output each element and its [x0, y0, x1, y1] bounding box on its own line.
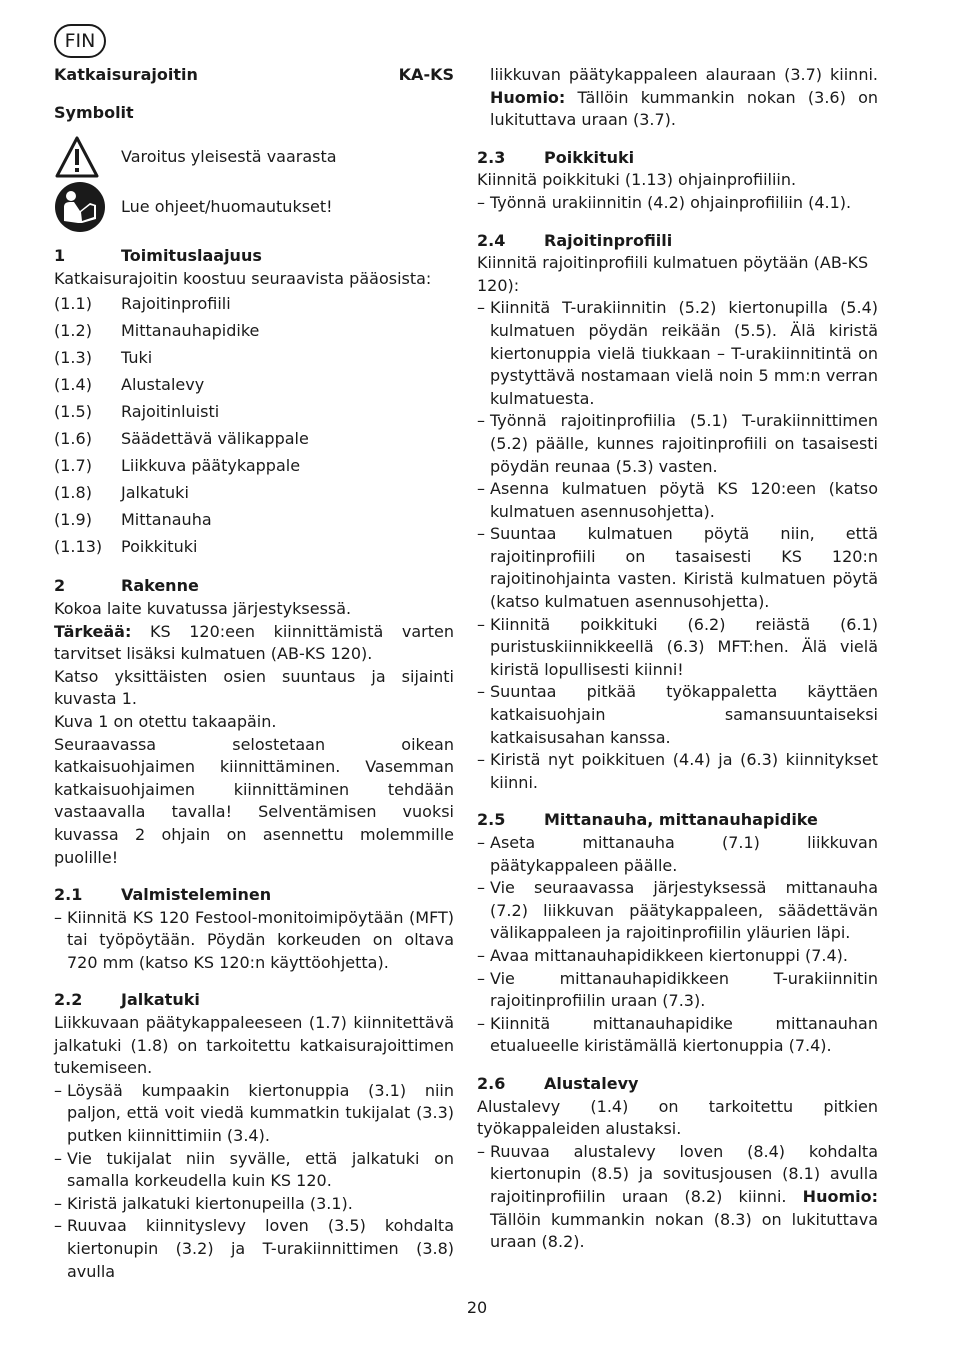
document-title: Katkaisurajoitin: [54, 65, 198, 84]
manual-symbol-text: Lue ohjeet/huomautukset!: [121, 196, 333, 216]
list-item: – Kiinnitä T-urakiinnitin (5.2) kiertonupilla (5.4) kulmatuen pöydän reikään (5.5). Älä kiristä kiertonuppia vielä tiukkaan – T-urakiinnitintä on pystyttävä nostamaan vielä noin 5 mm:n verran kulmatuesta.: [477, 297, 878, 410]
list-item: – Kiinnitä poikkituki (6.2) reiästä (6.1) puristuskiinnikkeellä (6.3) MFT:hen. Älä vielä kiristä lopullisesti kiinni!: [477, 614, 878, 682]
parts-list-item: (1.4) Alustalevy: [54, 375, 205, 395]
parts-list-item: (1.6) Säädettävä välikappale: [54, 429, 309, 449]
list-item: – Avaa mittanauhapidikkeen kiertonuppi (7.4).: [477, 945, 878, 968]
page-number: 20: [466, 1298, 488, 1317]
section-2-3-heading: 2.3 Poikkituki: [477, 147, 635, 167]
parts-list-item: (1.1) Rajoitinprofiili: [54, 294, 231, 314]
section-2-5-list: [477, 832, 878, 1058]
parts-list-item: (1.5) Rajoitinluisti: [54, 402, 220, 422]
parts-list-item: (1.8) Jalkatuki: [54, 483, 189, 503]
read-manual-icon: [54, 184, 108, 230]
section-2-4-heading: 2.4 Rajoitinprofiili: [477, 230, 673, 250]
warning-symbol-text: Varoitus yleisestä vaarasta: [121, 146, 337, 166]
section-1-intro: Katkaisurajoitin koostuu seuraavista pääosista:: [54, 268, 432, 288]
warning-triangle-icon: [54, 134, 108, 180]
document-header: [54, 64, 454, 87]
list-item: – Ruuvaa alustalevy loven (8.4) kohdalta kiertonupin (8.5) ja sovitusjousen (8.1) avulla rajoitinprofiilin uraan (8.2) kiinni. Huomio: Tällöin kummankin nokan (8.3) on lukituttava uraan (8.2).: [477, 1141, 878, 1254]
section-2-1-list: [54, 907, 454, 975]
right-column: [477, 64, 878, 1254]
symbol-row-manual: [54, 184, 454, 230]
section-2-p3: Kuva 1 on otettu takaapäin.: [54, 711, 277, 731]
list-item: – Kiristä nyt poikkituen (4.4) ja (6.3) kiinnitykset kiinni.: [477, 749, 878, 794]
symbol-row-warning: [54, 134, 454, 180]
section-2-6-intro: Alustalevy (1.4) on tarkoitettu pitkien työkappaleiden alustaksi.: [477, 1096, 878, 1139]
list-item: – Suuntaa kulmatuen pöytä niin, että rajoitinprofiili on tasaisesti KS 120:n rajoitinohjainta vasten. Kiristä kulmatuen pöytä (katso kulmatuen asennusohjetta).: [477, 523, 878, 613]
language-badge: FIN: [54, 24, 106, 58]
parts-list-item: (1.7) Liikkuva päätykappale: [54, 456, 301, 476]
model-code: KA-KS: [398, 65, 454, 84]
parts-list-item: (1.13) Poikkituki: [54, 537, 198, 557]
section-2-important: Tärkeää: KS 120:een kiinnittämistä varten tarvitset lisäksi kulmatuen (AB-KS 120).: [54, 621, 454, 664]
section-2-3-list: [477, 192, 878, 215]
parts-list-item: (1.3) Tuki: [54, 348, 153, 368]
section-2-p1: Kokoa laite kuvatussa järjestyksessä.: [54, 598, 352, 618]
section-2-5-heading: 2.5 Mittanauha, mittanauhapidike: [477, 810, 818, 830]
list-item: – Työnnä urakiinnitin (4.2) ohjainprofiiliin (4.1).: [477, 192, 878, 215]
section-1-heading: 1 Toimituslaajuus: [54, 246, 262, 266]
list-item: – Suuntaa pitkää työkappaletta käyttäen katkaisuohjain samansuuntaiseksi katkaisusahan kanssa.: [477, 681, 878, 749]
section-2-p2: Katso yksittäisten osien suuntaus ja sijainti kuvasta 1.: [54, 666, 454, 709]
list-item: – Aseta mittanauha (7.1) liikkuvan päätykappaleen päälle.: [477, 832, 878, 877]
list-item: – Vie tukijalat niin syvälle, että jalkatuki on samalla korkeudella kuin KS 120.: [54, 1148, 454, 1193]
section-2-2-list: [54, 1080, 454, 1283]
list-item: – Työnnä rajoitinprofiilia (5.1) T-urakiinnittimen (5.2) päälle, kunnes rajoitinprofiili on tasaisesti pöydän reunaa (5.3) vasten.: [477, 410, 878, 478]
section-2-1-heading: 2.1 Valmisteleminen: [54, 885, 272, 905]
list-item: – Kiristä jalkatuki kiertonupeilla (3.1).: [54, 1193, 454, 1216]
parts-list-item: (1.9) Mittanauha: [54, 510, 212, 530]
list-item: – Asenna kulmatuen pöytä KS 120:een (katso kulmatuen asennusohjetta).: [477, 478, 878, 523]
list-item: – Ruuvaa kiinnityslevy loven (3.5) kohdalta kiertonupin (3.2) ja T-urakiinnittimen (3.8) avulla: [54, 1215, 454, 1283]
list-item: – Vie mittanauhapidikkeen T-urakiinnitin rajoitinprofiilin uraan (7.3).: [477, 968, 878, 1013]
section-2-4-intro: Kiinnitä rajoitinprofiili kulmatuen pöytään (AB-KS 120):: [477, 253, 869, 295]
section-2-2-intro: Liikkuvaan päätykappaleeseen (1.7) kiinnitettävä jalkatuki (1.8) on tarkoitettu katkaisurajoittimen tukemiseen.: [54, 1013, 454, 1078]
section-2-4-list: [477, 297, 878, 794]
list-item: – Kiinnitä KS 120 Festool-monitoimipöytään (MFT) tai työpöytään. Pöydän korkeuden on oltava 720 mm (katso KS 120:n käyttöohjetta).: [54, 907, 454, 975]
section-2-2-continuation: liikkuvan päätykappaleen alauraan (3.7) kiinni. Huomio: Tällöin kummankin nokan (3.6) on lukituttava uraan (3.7).: [490, 65, 878, 130]
parts-list-item: (1.2) Mittanauhapidike: [54, 321, 260, 341]
list-item: – Kiinnitä mittanauhapidike mittanauhan etualueelle kiristämällä kiertonuppia (7.4).: [477, 1013, 878, 1058]
section-2-3-intro: Kiinnitä poikkituki (1.13) ohjainprofiiliin.: [477, 170, 797, 190]
section-2-6-list: [477, 1141, 878, 1254]
list-item: – Vie seuraavassa järjestyksessä mittanauha (7.2) liikkuvan päätykappaleen, säädettävän välikappaleen ja rajoitinprofiilin yläurien läpi.: [477, 877, 878, 945]
parts-list: [54, 290, 454, 560]
section-2-2-heading: 2.2 Jalkatuki: [54, 990, 200, 1010]
list-item: – Löysää kumpaakin kiertonuppia (3.1) niin paljon, että voit viedä kummatkin tukijalat (3.3) putken kiinnittimiin (3.4).: [54, 1080, 454, 1148]
symbols-heading: Symbolit: [54, 102, 134, 122]
section-2-6-heading: 2.6 Alustalevy: [477, 1073, 639, 1093]
section-2-p4: Seuraavassa selostetaan oikean katkaisuohjaimen kiinnittäminen. Vasemman katkaisuohjaimen kiinnittäminen tehdään vastaavalla tavalla! Selventämisen vuoksi kuvassa 2 ohjain on asennettu molemmille puolille!: [54, 734, 454, 867]
left-column: [54, 64, 454, 1283]
section-2-heading: 2 Rakenne: [54, 576, 199, 596]
